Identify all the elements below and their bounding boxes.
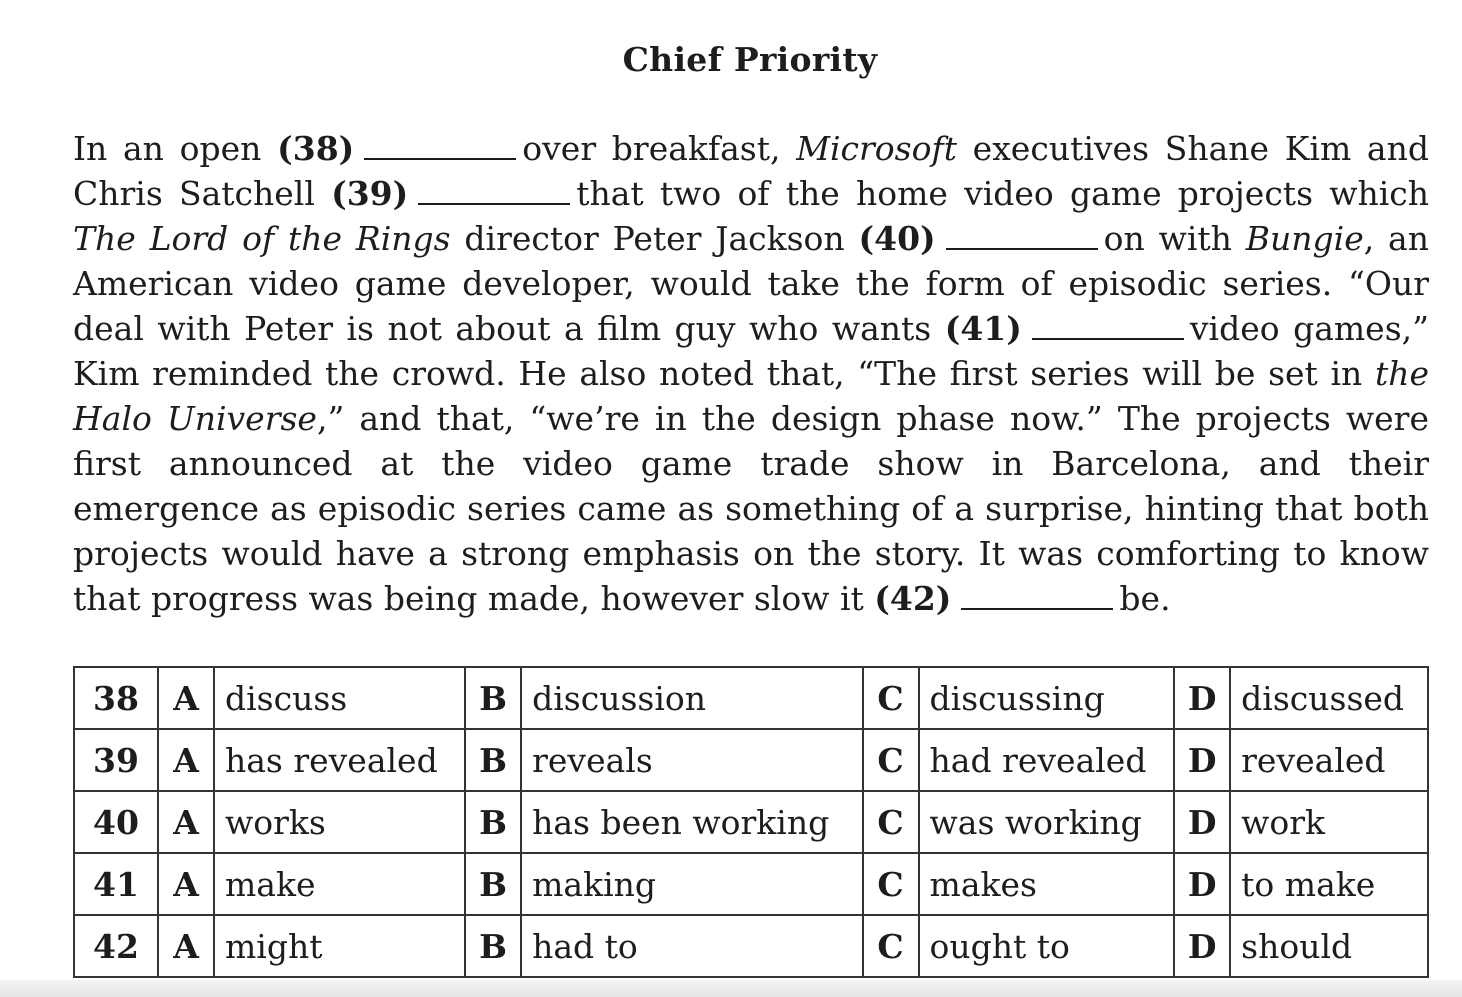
- option-c-text: was working: [919, 791, 1175, 853]
- option-d-text: to make: [1230, 853, 1428, 915]
- option-letter-b: B: [465, 853, 521, 915]
- option-letter-a: A: [158, 853, 214, 915]
- passage-text: [73, 126, 1429, 621]
- gap-blank-38: [364, 157, 516, 160]
- option-letter-c: C: [863, 915, 919, 977]
- option-a-text: make: [214, 853, 465, 915]
- passage-text-run: In an open: [73, 129, 262, 168]
- passage-text-run: director Peter Jackson: [464, 219, 845, 258]
- gap-number-42: (42): [874, 579, 952, 618]
- option-b-text: had to: [521, 915, 862, 977]
- option-letter-d: D: [1174, 791, 1230, 853]
- option-d-text: discussed: [1230, 667, 1428, 729]
- option-b-text: reveals: [521, 729, 862, 791]
- table-row: [74, 729, 1428, 791]
- passage-text-run: be.: [1119, 579, 1171, 618]
- option-letter-a: A: [158, 729, 214, 791]
- option-a-text: has revealed: [214, 729, 465, 791]
- option-letter-c: C: [863, 853, 919, 915]
- passage-text-run: , an American video game developer, would take the form of episodic series. “Our deal with Peter is not about a film guy who wants: [73, 219, 1429, 348]
- question-number: 41: [74, 853, 158, 915]
- option-a-text: might: [214, 915, 465, 977]
- passage-text-run: video games,” Kim reminded the crowd. He also noted that, “The first series will be set in: [73, 309, 1429, 393]
- gap-number-40: (40): [858, 219, 936, 258]
- option-letter-d: D: [1174, 667, 1230, 729]
- option-d-text: work: [1230, 791, 1428, 853]
- option-a-text: works: [214, 791, 465, 853]
- option-letter-d: D: [1174, 915, 1230, 977]
- option-letter-c: C: [863, 667, 919, 729]
- question-number: 38: [74, 667, 158, 729]
- table-row: [74, 791, 1428, 853]
- option-d-text: should: [1230, 915, 1428, 977]
- table-row: [74, 853, 1428, 915]
- option-letter-b: B: [465, 667, 521, 729]
- italic-term: the Halo Universe: [73, 354, 1429, 438]
- option-letter-d: D: [1174, 853, 1230, 915]
- option-letter-c: C: [863, 791, 919, 853]
- passage-text-run: on with: [1103, 219, 1232, 258]
- option-b-text: discussion: [521, 667, 862, 729]
- gap-number-38: (38): [277, 129, 355, 168]
- option-letter-d: D: [1174, 729, 1230, 791]
- gap-blank-39: [418, 202, 570, 205]
- option-letter-b: B: [465, 791, 521, 853]
- passage-text-run: ,” and that, “we’re in the design phase now.” The projects were first announced at the video game trade show in Barcelona, and their emergence as episodic series came as something of a surprise, hinting that both projects would have a strong emphasis on the story. It was comforting to know that progress was being made, however slow it: [73, 399, 1429, 618]
- question-number: 40: [74, 791, 158, 853]
- option-c-text: discussing: [919, 667, 1175, 729]
- italic-term: Bungie: [1245, 219, 1364, 258]
- question-number: 39: [74, 729, 158, 791]
- answer-options-table: [73, 666, 1429, 978]
- option-b-text: making: [521, 853, 862, 915]
- gap-number-39: (39): [331, 174, 409, 213]
- option-c-text: had revealed: [919, 729, 1175, 791]
- option-letter-a: A: [158, 667, 214, 729]
- gap-blank-41: [1032, 337, 1184, 340]
- table-row: [74, 667, 1428, 729]
- page-title: Chief Priority: [622, 40, 878, 79]
- gap-blank-42: [961, 607, 1113, 610]
- option-b-text: has been working: [521, 791, 862, 853]
- page-bottom-edge: [0, 980, 1462, 997]
- passage-text-run: that two of the home video game projects which: [576, 174, 1429, 213]
- question-number: 42: [74, 915, 158, 977]
- gap-number-41: (41): [944, 309, 1022, 348]
- option-letter-b: B: [465, 915, 521, 977]
- italic-term: The Lord of the Rings: [73, 219, 451, 258]
- option-a-text: discuss: [214, 667, 465, 729]
- option-letter-a: A: [158, 915, 214, 977]
- option-c-text: ought to: [919, 915, 1175, 977]
- option-letter-b: B: [465, 729, 521, 791]
- italic-term: Microsoft: [796, 129, 957, 168]
- gap-blank-40: [946, 247, 1098, 250]
- option-letter-a: A: [158, 791, 214, 853]
- table-row: [74, 915, 1428, 977]
- passage-text-run: executives Shane Kim and Chris Satchell: [73, 129, 1429, 213]
- option-d-text: revealed: [1230, 729, 1428, 791]
- option-c-text: makes: [919, 853, 1175, 915]
- option-letter-c: C: [863, 729, 919, 791]
- passage-text-run: over breakfast,: [522, 129, 781, 168]
